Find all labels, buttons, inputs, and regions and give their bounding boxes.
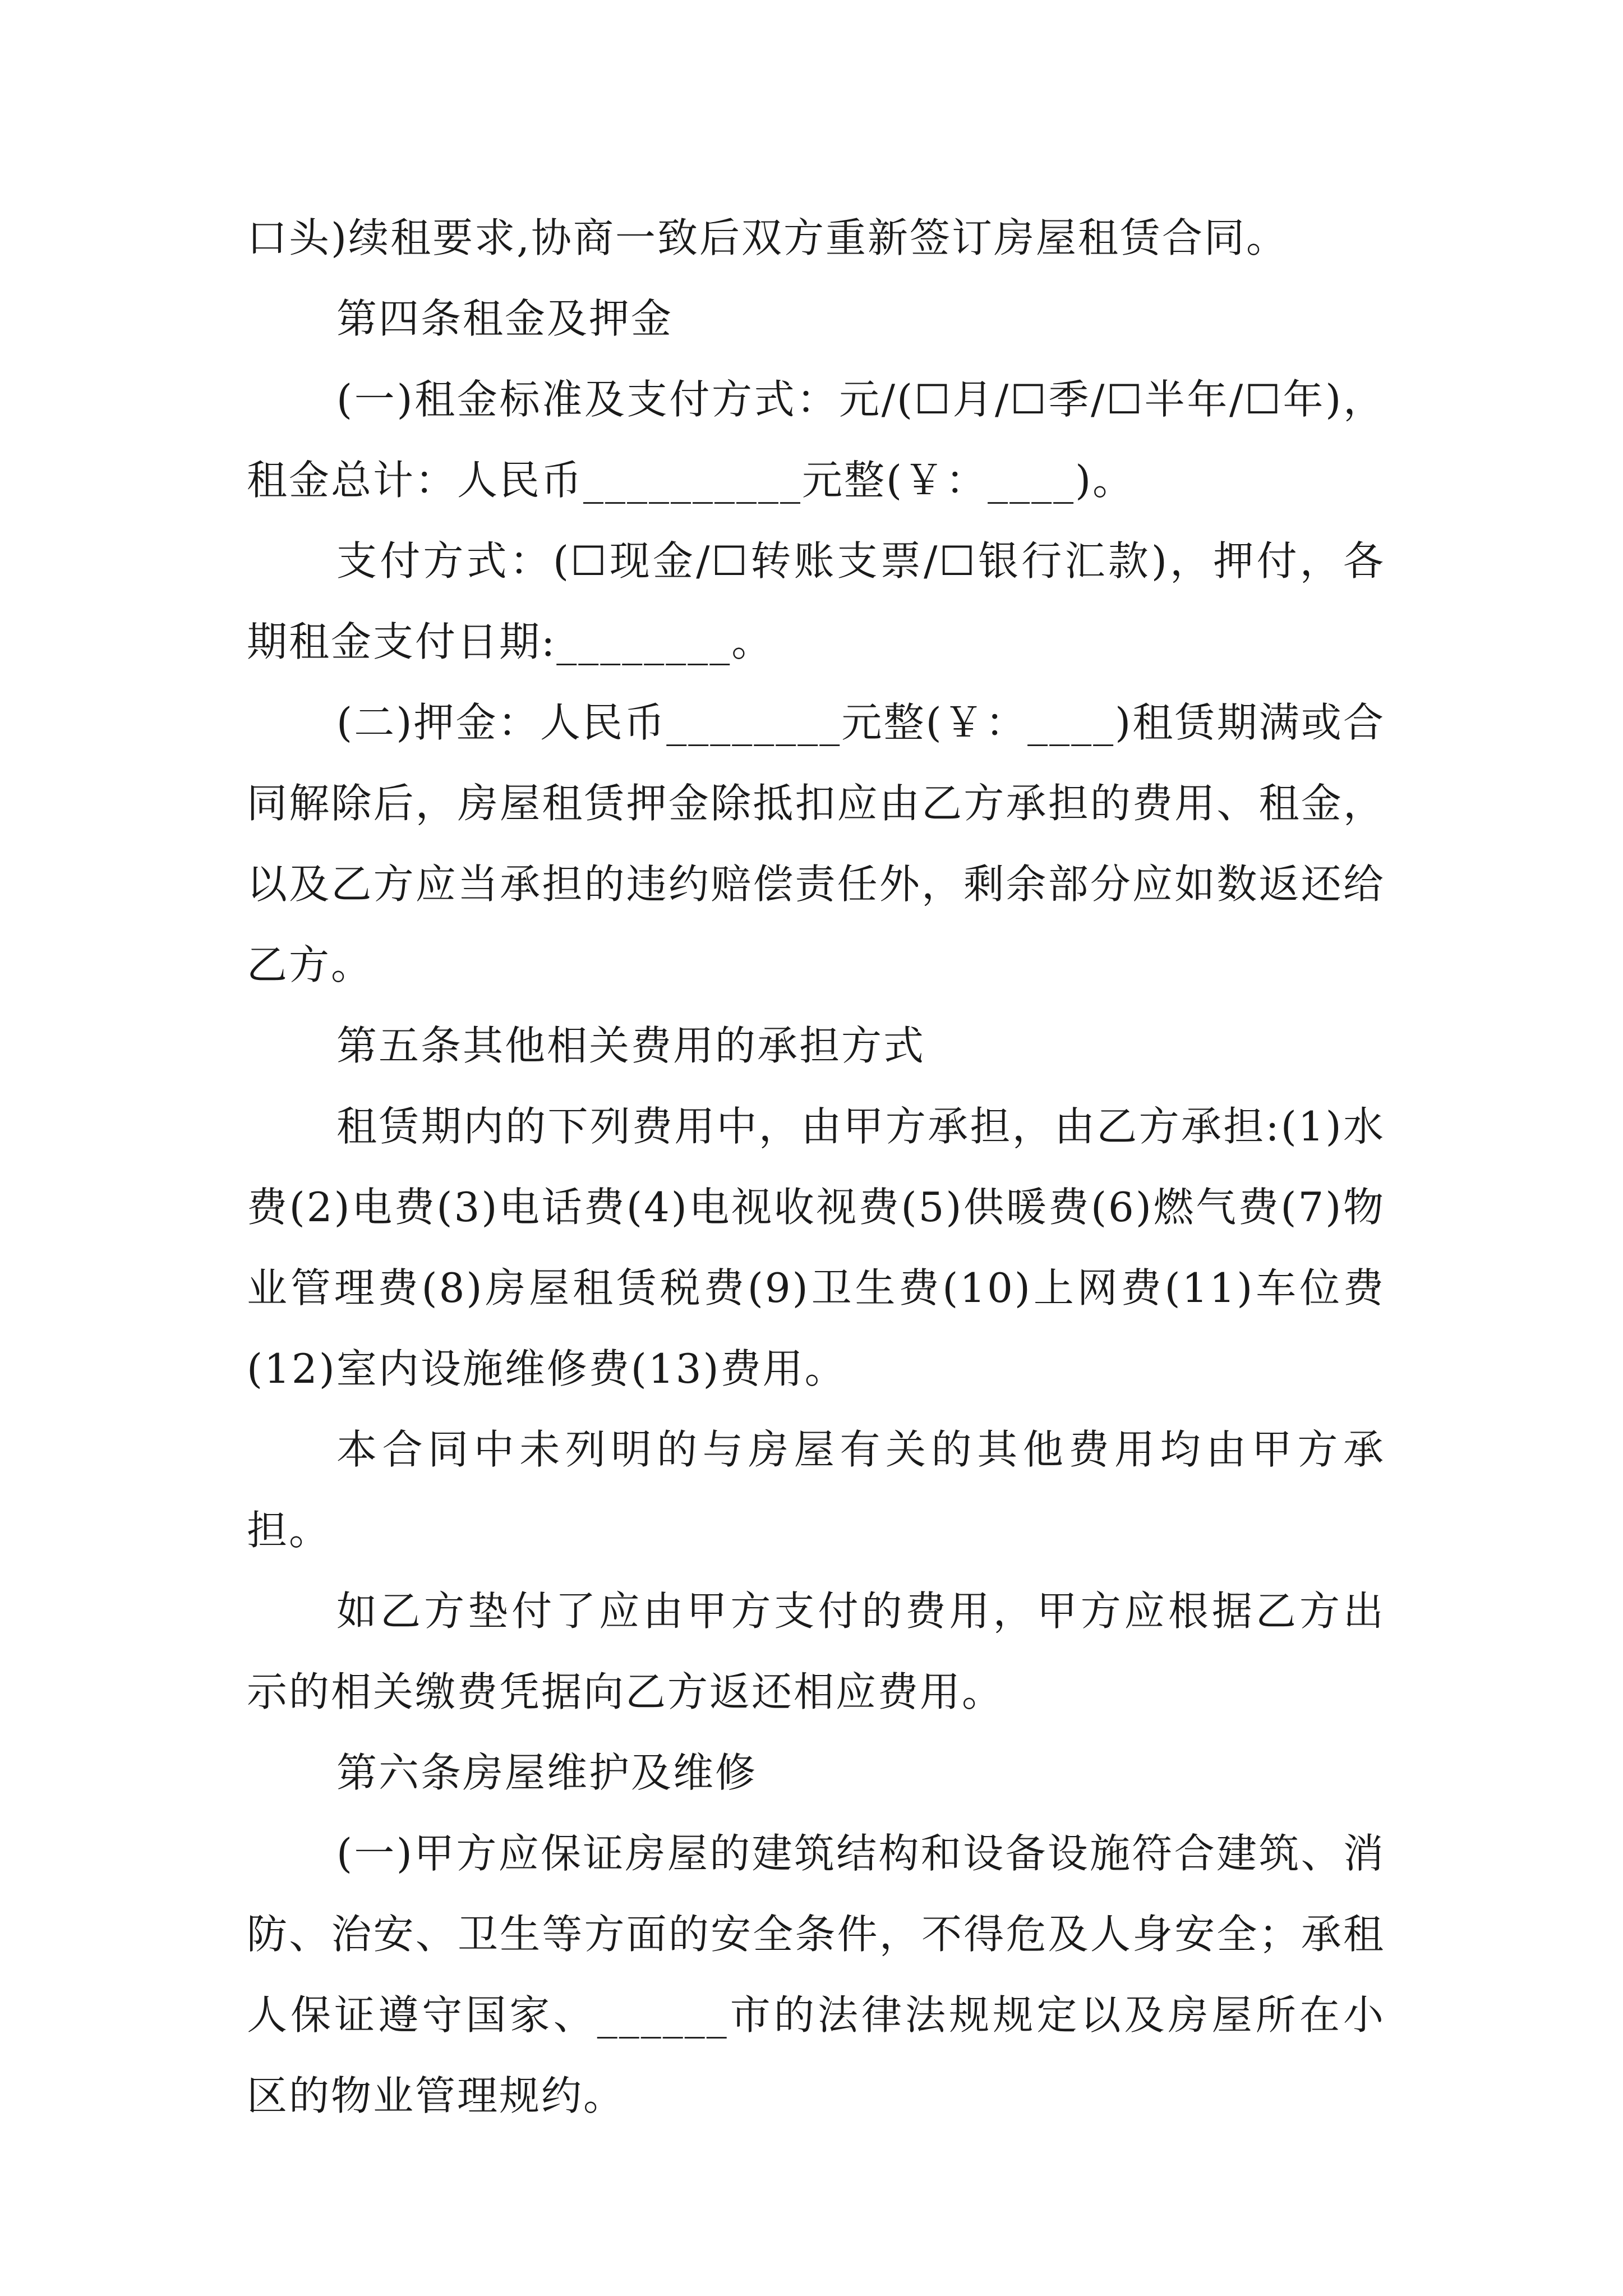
paragraph-deposit: (二)押金：人民币________元整(￥：____)租赁期满或合同解除后，房屋租赁押金除抵扣应由乙方承担的费用、租金，以及乙方应当承担的违约赔偿责任外，剩余部分应如数返还给乙方。 <box>247 699 1385 988</box>
paragraph-continuation: 口头)续租要求,协商一致后双方重新签订房屋租赁合同。 <box>247 214 1288 261</box>
article-4-heading: 第四条租金及押金 <box>336 295 674 342</box>
paragraph-maintenance: (一)甲方应保证房屋的建筑结构和设备设施符合建筑、消防、治安、卫生等方面的安全条件，不得危及人身安全；承租人保证遵守国家、______市的法律法规规定以及房屋所在小区的物业管理规约。 <box>247 1830 1385 2119</box>
paragraph-payment-method: 支付方式：(☐现金/☐转账支票/☐银行汇款)，押付，各期租金支付日期:________。 <box>247 537 1385 665</box>
paragraph-fees-list: 租赁期内的下列费用中，由甲方承担，由乙方承担:(1)水费(2)电费(3)电话费(4)电视收视费(5)供暖费(6)燃气费(7)物业管理费(8)房屋租赁税费(9)卫生费(10)上网费(11)车位费(12)室内设施维修费(13)费用。 <box>247 1103 1385 1392</box>
document-body <box>247 197 1385 2136</box>
paragraph-reimbursement: 如乙方垫付了应由甲方支付的费用，甲方应根据乙方出示的相关缴费凭据向乙方返还相应费用。 <box>247 1588 1385 1715</box>
article-6-heading: 第六条房屋维护及维修 <box>336 1749 758 1796</box>
article-5-heading: 第五条其他相关费用的承担方式 <box>336 1022 926 1069</box>
paragraph-rent-standard: (一)租金标准及支付方式：元/(☐月/☐季/☐半年/☐年)，租金总计：人民币__________元整(￥：____)。 <box>247 376 1385 504</box>
paragraph-other-fees: 本合同中未列明的与房屋有关的其他费用均由甲方承担。 <box>247 1426 1385 1554</box>
